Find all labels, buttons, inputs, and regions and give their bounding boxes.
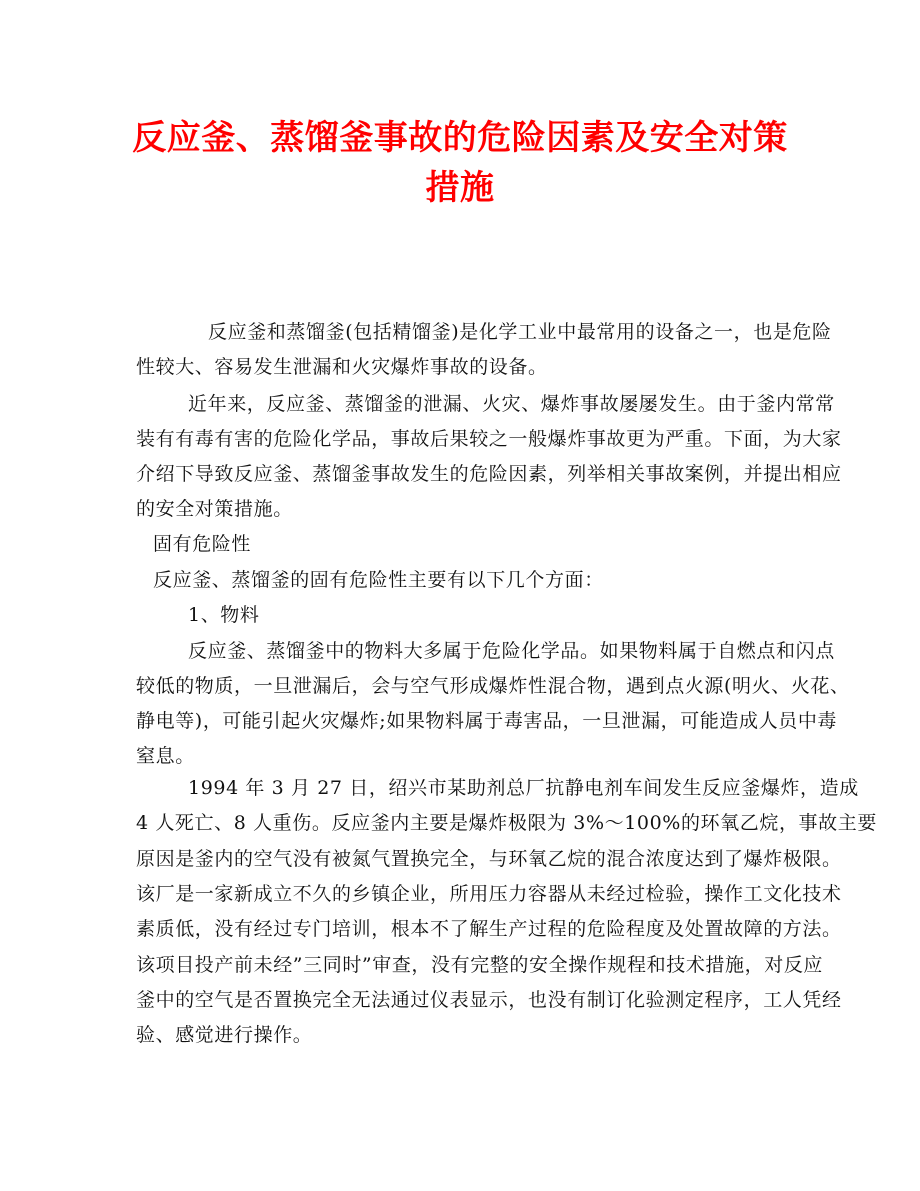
paragraph-case-line-4: 该厂是一家新成立不久的乡镇企业，所用压力容器从未经过检验，操作工文化技术 bbox=[136, 883, 842, 905]
paragraph-background-line-4: 的安全对策措施。 bbox=[136, 498, 293, 520]
paragraph-case-line-8: 验、感觉进行操作。 bbox=[136, 1024, 313, 1046]
paragraph-case-line-6: 该项目投产前未经”三同时”审查，没有完整的安全操作规程和技术措施，对反应 bbox=[136, 954, 824, 976]
paragraph-case-line-2: 4 人死亡、8 人重伤。反应釜内主要是爆炸极限为 3%～100%的环氧乙烷，事故主要 bbox=[136, 812, 877, 834]
paragraph-intro-line-2: 性较大、容易发生泄漏和火灾爆炸事故的设备。 bbox=[136, 356, 548, 378]
paragraph-case-line-1: 1994 年 3 月 27 日，绍兴市某助剂总厂抗静电剂车间发生反应釜爆炸，造成 bbox=[188, 777, 859, 799]
paragraph-background-line-2: 装有有毒有害的危险化学品，事故后果较之一般爆炸事故更为严重。下面，为大家 bbox=[136, 428, 842, 450]
subsection-heading-materials: 1、物料 bbox=[188, 604, 260, 626]
paragraph-background-line-3: 介绍下导致反应釜、蒸馏釜事故发生的危险因素，列举相关事故案例，并提出相应 bbox=[136, 463, 842, 485]
paragraph-background-line-1: 近年来，反应釜、蒸馏釜的泄漏、火灾、爆炸事故屡屡发生。由于釜内常常 bbox=[188, 393, 835, 415]
title-line-2: 措施 bbox=[425, 168, 495, 208]
paragraph-materials-line-1: 反应釜、蒸馏釜中的物料大多属于危险化学品。如果物料属于自燃点和闪点 bbox=[188, 640, 835, 662]
paragraph-case-line-5: 素质低，没有经过专门培训，根本不了解生产过程的危险程度及处置故障的方法。 bbox=[136, 918, 842, 940]
section-heading-inherent-hazards: 固有危险性 bbox=[153, 533, 252, 555]
paragraph-materials-line-4: 窒息。 bbox=[136, 745, 195, 767]
title-line-1: 反应釜、蒸馏釜事故的危险因素及安全对策 bbox=[132, 118, 788, 158]
paragraph-materials-line-3: 静电等)，可能引起火灾爆炸;如果物料属于毒害品，一旦泄漏，可能造成人员中毒 bbox=[136, 710, 838, 732]
paragraph-case-line-3: 原因是釜内的空气没有被氮气置换完全，与环氧乙烷的混合浓度达到了爆炸极限。 bbox=[136, 848, 842, 870]
paragraph-intro-line-1: 反应釜和蒸馏釜(包括精馏釜)是化学工业中最常用的设备之一，也是危险 bbox=[208, 321, 832, 343]
paragraph-materials-line-2: 较低的物质，一旦泄漏后，会与空气形成爆炸性混合物，遇到点火源(明火、火花、 bbox=[136, 675, 850, 697]
paragraph-inherent-intro: 反应釜、蒸馏釜的固有危险性主要有以下几个方面： bbox=[153, 569, 604, 591]
paragraph-case-line-7: 釜中的空气是否置换完全无法通过仪表显示，也没有制订化验测定程序，工人凭经 bbox=[136, 989, 842, 1011]
